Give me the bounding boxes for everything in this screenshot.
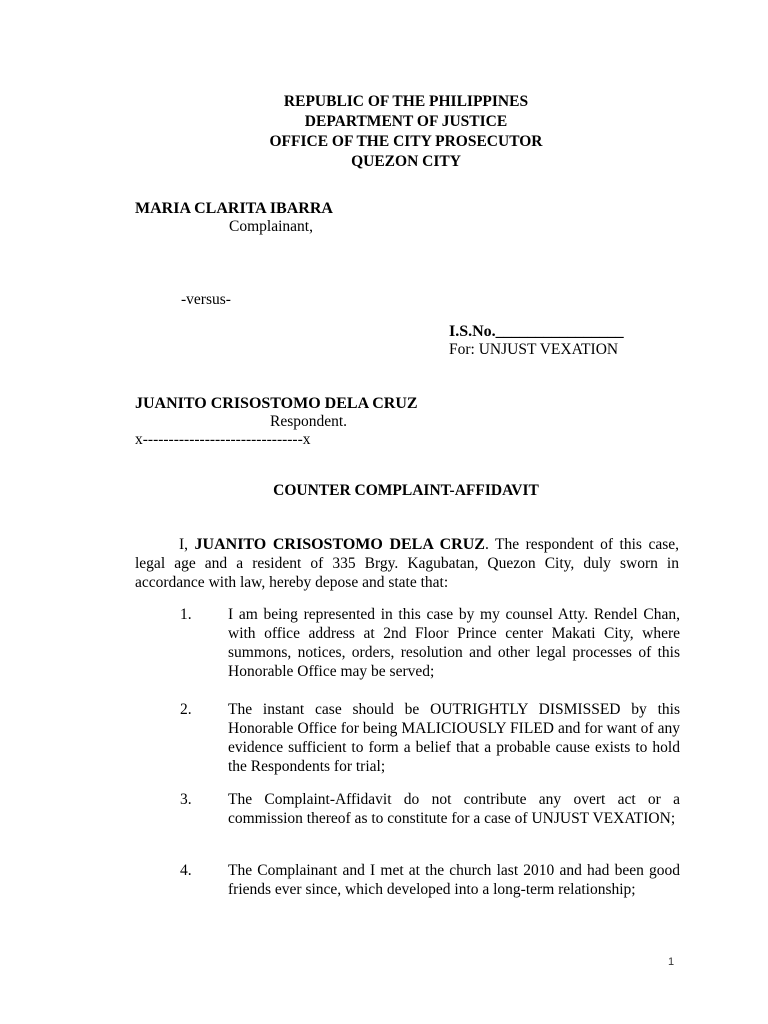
case-offense: For: UNJUST VEXATION [449, 341, 619, 358]
header-city: QUEZON CITY [351, 153, 461, 170]
caption-separator: x-------------------------------x [135, 431, 311, 448]
numbered-paragraph [180, 790, 680, 828]
paragraph-number: 1. [180, 606, 192, 623]
complainant-role: Complainant, [229, 218, 313, 235]
document-title: COUNTER COMPLAINT-AFFIDAVIT [273, 482, 539, 499]
respondent-name: JUANITO CRISOSTOMO DELA CRUZ [135, 395, 418, 412]
case-number: I.S.No.________________ [449, 323, 624, 340]
versus-label: -versus- [181, 291, 231, 308]
intro-prefix: I, [179, 536, 195, 553]
numbered-paragraph [180, 700, 680, 776]
header-department: DEPARTMENT OF JUSTICE [304, 113, 508, 130]
document-header [0, 92, 768, 172]
numbered-paragraph [180, 605, 680, 681]
intro-affiant-name: JUANITO CRISOSTOMO DELA CRUZ [194, 536, 485, 553]
intro-paragraph [135, 535, 679, 592]
respondent-role: Respondent. [270, 413, 348, 430]
page-number: 1 [668, 956, 675, 968]
complainant-name: MARIA CLARITA IBARRA [135, 200, 333, 217]
header-office: OFFICE OF THE CITY PROSECUTOR [269, 133, 543, 150]
paragraph-text: The instant case should be OUTRIGHTLY DISMISSED by this Honorable Office for being MALICIOUSLY FILED and for want of any evidence sufficient to form a belief that a probable cause exists to hold the Respondents for trial; [228, 701, 680, 775]
intro-text: . The respondent of this case, legal age and a resident of 335 Brgy. Kagubatan, Quezon City, duly sworn in accordance with law, hereby depose and state that: [135, 536, 679, 591]
paragraph-text: The Complainant and I met at the church last 2010 and had been good friends ever since, which developed into a long-term relationship; [228, 862, 680, 898]
numbered-paragraph [180, 861, 680, 899]
paragraph-number: 2. [180, 701, 192, 718]
paragraph-text: I am being represented in this case by my counsel Atty. Rendel Chan, with office address at 2nd Floor Prince center Makati City, where summons, notices, orders, resolution and other legal processes of this Honorable Office may be served; [228, 606, 680, 680]
paragraph-text: The Complaint-Affidavit do not contribute any overt act or a commission thereof as to constitute for a case of UNJUST VEXATION; [228, 791, 680, 827]
paragraph-number: 4. [180, 862, 192, 879]
header-republic: REPUBLIC OF THE PHILIPPINES [283, 93, 529, 110]
paragraph-number: 3. [180, 791, 192, 808]
